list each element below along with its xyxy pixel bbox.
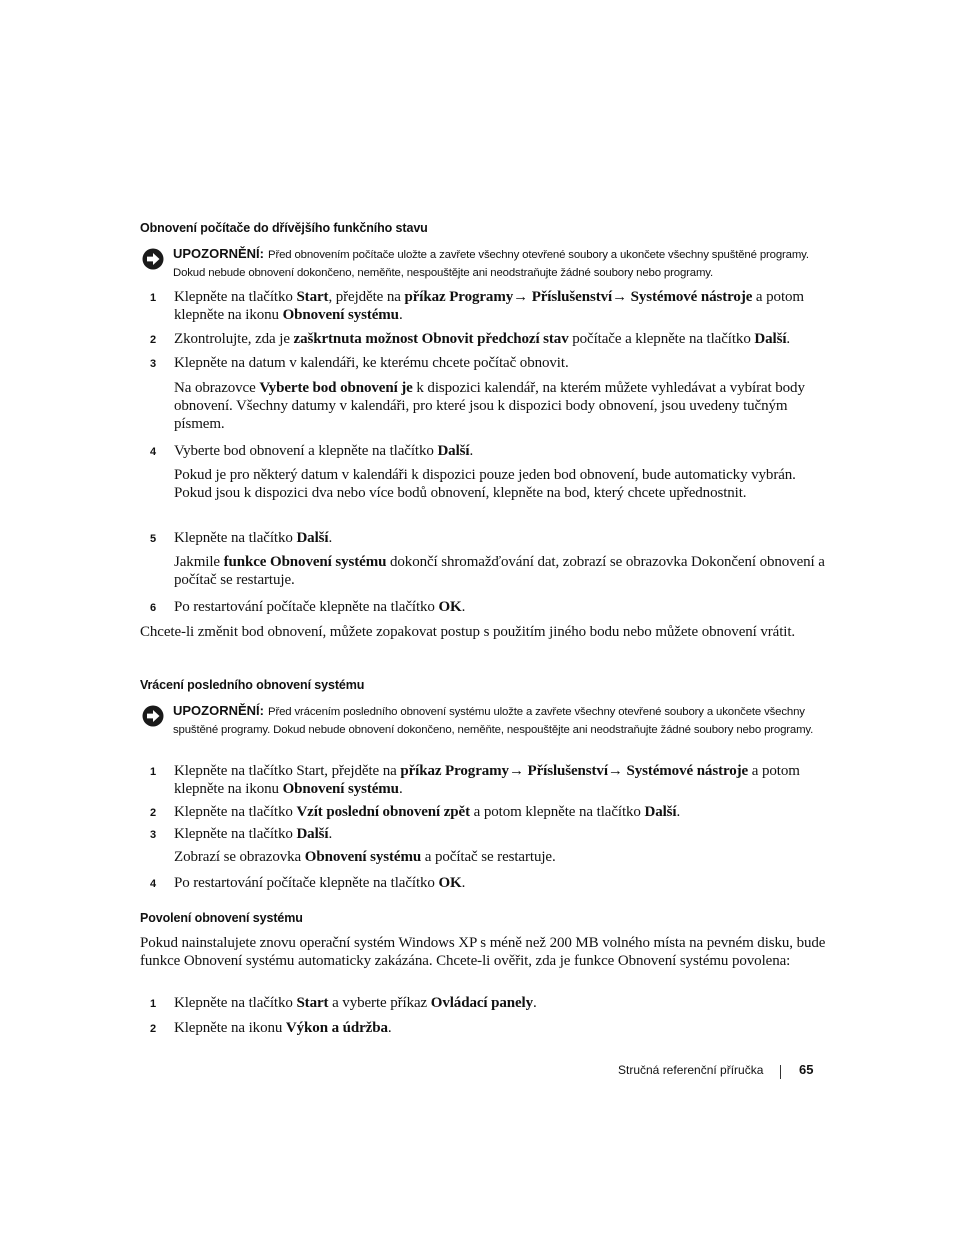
page-footer — [600, 1062, 814, 1080]
footer-title: Stručná referenční příručka — [618, 1063, 764, 1077]
section-heading-undo: Vrácení posledního obnovení systému — [140, 678, 365, 692]
closing-paragraph: Chcete-li změnit bod obnovení, můžete zopakovat postup s použitím jiného bodu nebo můžete obnovení vrátit. — [140, 624, 796, 640]
section-heading-enable: Povolení obnovení systému — [140, 911, 303, 925]
enable-intro: Pokud nainstalujete znovu operační systém Windows XP s méně než 200 MB volného místa na pevném disku, bude funkce Obnovení systému automaticky zakázána. Chcete-li ověřit, zda je funkce Obnovení systému povolena: — [140, 935, 826, 969]
step-3-detail: Na obrazovce Vyberte bod obnovení je k dispozici kalendář, na kterém můžete vyhledávat a vybírat body obnovení. Všechny datumy v kalendáři, pro které jsou k dispozici body obnovení, jsou uvedeny tučným písmem. — [174, 380, 805, 432]
step-5-detail: Jakmile funkce Obnovení systému dokončí shromažďování dat, zobrazí se obrazovka Dokončení obnovení a počítač se restartuje. — [174, 554, 825, 588]
step-4-detail: Pokud je pro některý datum v kalendáři k dispozici pouze jeden bod obnovení, bude automaticky vybrán. Pokud jsou k dispozici dva nebo více bodů obnovení, klepněte na bod, který chcete upřednostnit. — [174, 467, 796, 501]
section-heading-restore: Obnovení počítače do dřívějšího funkčního stavu — [140, 221, 428, 235]
notice-arrow-icon — [142, 248, 164, 270]
step-3-detail: Zobrazí se obrazovka Obnovení systému a počítač se restartuje. — [174, 849, 556, 865]
notice-text: Před obnovením počítače uložte a zavřete všechny otevřené soubory a ukončete všechny spuštěné programy. Dokud nebude obnovení dokončeno, neměňte, nespouštějte ani neodstraňujte žádné soubory nebo programy. — [173, 249, 809, 279]
notice-arrow-icon — [142, 705, 164, 727]
footer-divider — [780, 1065, 781, 1079]
notice-text: Před vrácením posledního obnovení systému uložte a zavřete všechny otevřené soubory a ukončete všechny spuštěné programy. Dokud nebude obnovení dokončeno, neměňte, nespouštějte ani neodstraňujte žádné soubory nebo programy. — [173, 706, 814, 736]
page-number: 65 — [799, 1062, 814, 1077]
notice-label: UPOZORNĚNÍ: — [173, 703, 264, 718]
notice-label: UPOZORNĚNÍ: — [173, 246, 264, 261]
